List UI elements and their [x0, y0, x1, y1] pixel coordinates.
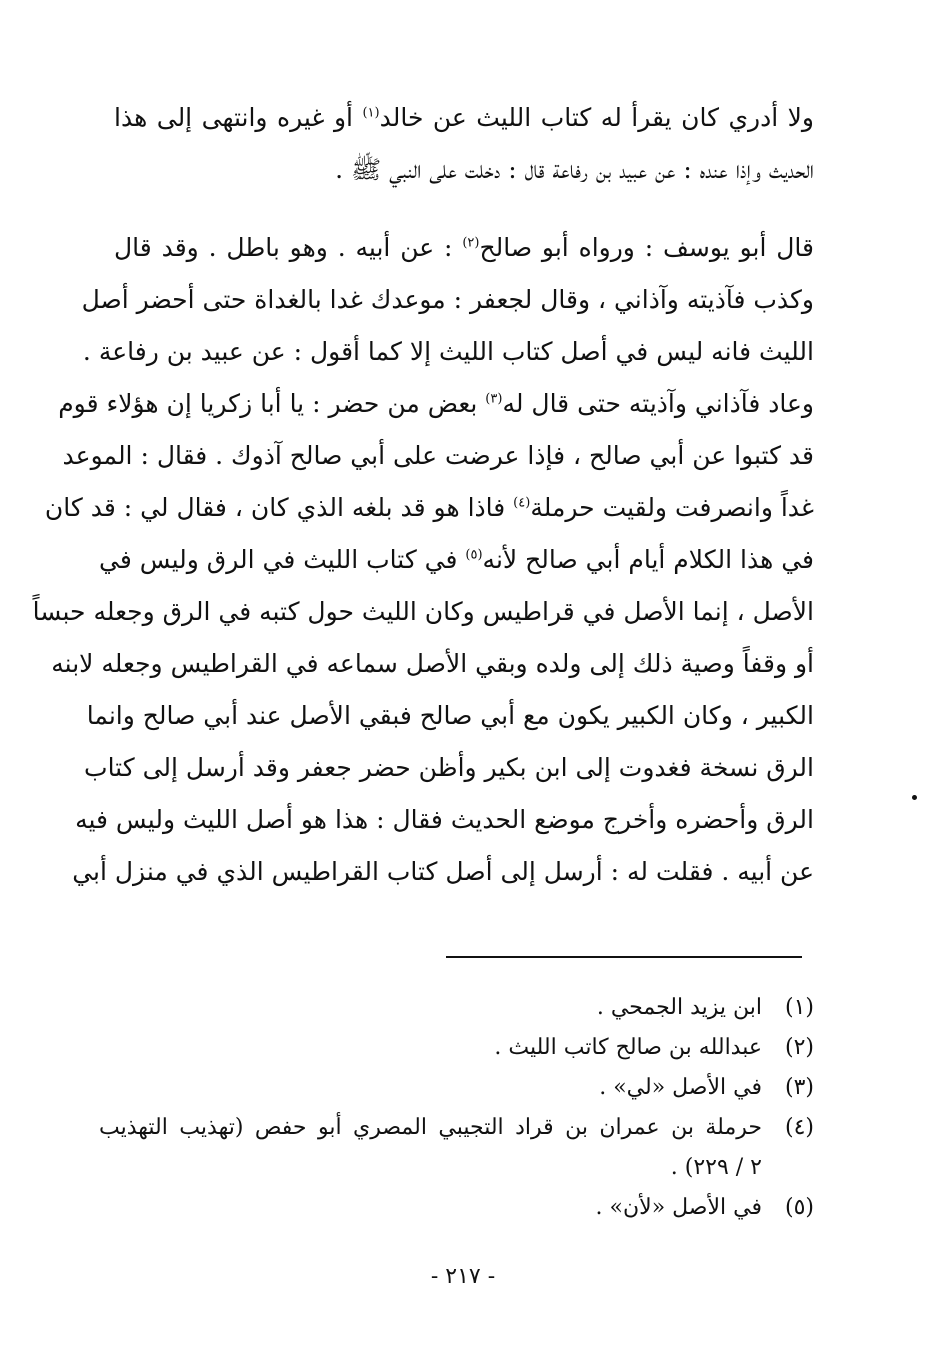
text-line: الرق نسخة فغدوت إلى ابن بكير وأظن حضر جعفر وقد أرسل إلى كتاب	[84, 753, 814, 782]
footnote-text: ابن يزيد الجمحي .	[596, 995, 762, 1020]
footnote-number: (١)	[784, 995, 814, 1020]
paragraph-1	[114, 92, 814, 196]
footnote-number: (٤)	[784, 1115, 814, 1140]
footnote-ref-2[interactable]: (٢)	[462, 235, 480, 251]
text-line: الكبير ، وكان الكبير يكون مع أبي صالح فبقي الأصل عند أبي صالح وانما	[86, 701, 814, 730]
footnote-number: (٥)	[784, 1195, 814, 1220]
text-line: قد كتبوا عن أبي صالح ، فإذا عرضت على أبي صالح آذوك . فقال : الموعد	[62, 441, 814, 470]
margin-dot	[912, 795, 917, 800]
footnote-number: (٣)	[784, 1075, 814, 1100]
page-number: - ٢١٧ -	[430, 1264, 496, 1289]
footnote-item	[99, 1108, 814, 1188]
footnote-ref-1[interactable]: (١)	[362, 105, 380, 121]
text-line: غداً وانصرفت ولقيت حرملة$^{(٤)}$ فاذا هو قد بلغه الذي كان ، فقال لي : قد كان	[44, 493, 814, 522]
text-line: أو وقفاً وصية ذلك إلى ولده وبقي الأصل سماعه في القراطيس وجعله لابنه	[51, 649, 814, 678]
footnote-text: في الأصل «لأن» .	[595, 1195, 762, 1220]
text-line: وكذب فآذيته وآذاني ، وقال لجعفر : موعدك غدا بالغداة حتى أحضر أصل	[81, 285, 814, 314]
footnote-number: (٢)	[784, 1035, 814, 1060]
footnote-ref-3[interactable]: (٣)	[485, 391, 503, 407]
footnotes	[99, 988, 814, 1228]
footnote-text: في الأصل «لي» .	[599, 1075, 762, 1100]
footnote-ref-5[interactable]: (٥)	[465, 547, 483, 563]
footnote-ref-4[interactable]: (٤)	[513, 495, 531, 511]
footnote-text-line: حرملة بن عمران بن قراد التجيبي المصري أبو حفص (تهذيب التهذيب	[99, 1115, 762, 1140]
text-line: الرق وأحضره وأخرج موضع الحديث فقال : هذا هو أصل الليث وليس فيه	[75, 805, 814, 834]
text-line: ولا أدري كان يقرأ له كتاب الليث عن خالد$^{(١)}$ أو غيره وانتهى إلى هذا	[114, 103, 814, 132]
text-line: عن أبيه . فقلت له : أرسل إلى أصل كتاب القراطيس الذي في منزل أبي	[72, 857, 814, 886]
text-line: وعاد فآذاني وآذيته حتى قال له$^{(٣)}$ بعض من حضر : يا أبا زكريا إن هؤلاء قوم	[58, 389, 814, 418]
text-line: في هذا الكلام أيام أبي صالح لأنه$^{(٥)}$ في كتاب الليث في الرق وليس في	[99, 545, 814, 574]
footnote-item	[99, 1068, 814, 1108]
footnote-item	[99, 1028, 814, 1068]
footnote-item	[99, 1188, 814, 1228]
text-line: الليث فانه ليس في أصل كتاب الليث إلا كما أقول : عن عبيد بن رفاعة .	[82, 337, 814, 366]
footnote-text: عبدالله بن صالح كاتب الليث .	[494, 1035, 762, 1060]
footnote-separator	[446, 956, 802, 958]
text-line: الحديث وإذا عنده : عن عبيد بن رفاعة قال : دخلت على النبي ﷺ .	[335, 155, 814, 184]
footnote-text-line: ٢ / ٢٢٩) .	[670, 1155, 762, 1180]
text-line: قال أبو يوسف : ورواه أبو صالح$^{(٢)}$ : عن أبيه . وهو باطل . وقد قال	[114, 233, 814, 262]
text-line: الأصل ، إنما الأصل في قراطيس وكان الليث حول كتبه في الرق وجعله حبساً	[32, 597, 814, 626]
footnote-text	[99, 1108, 762, 1188]
footnote-item	[99, 988, 814, 1028]
paragraph-2	[32, 222, 814, 898]
